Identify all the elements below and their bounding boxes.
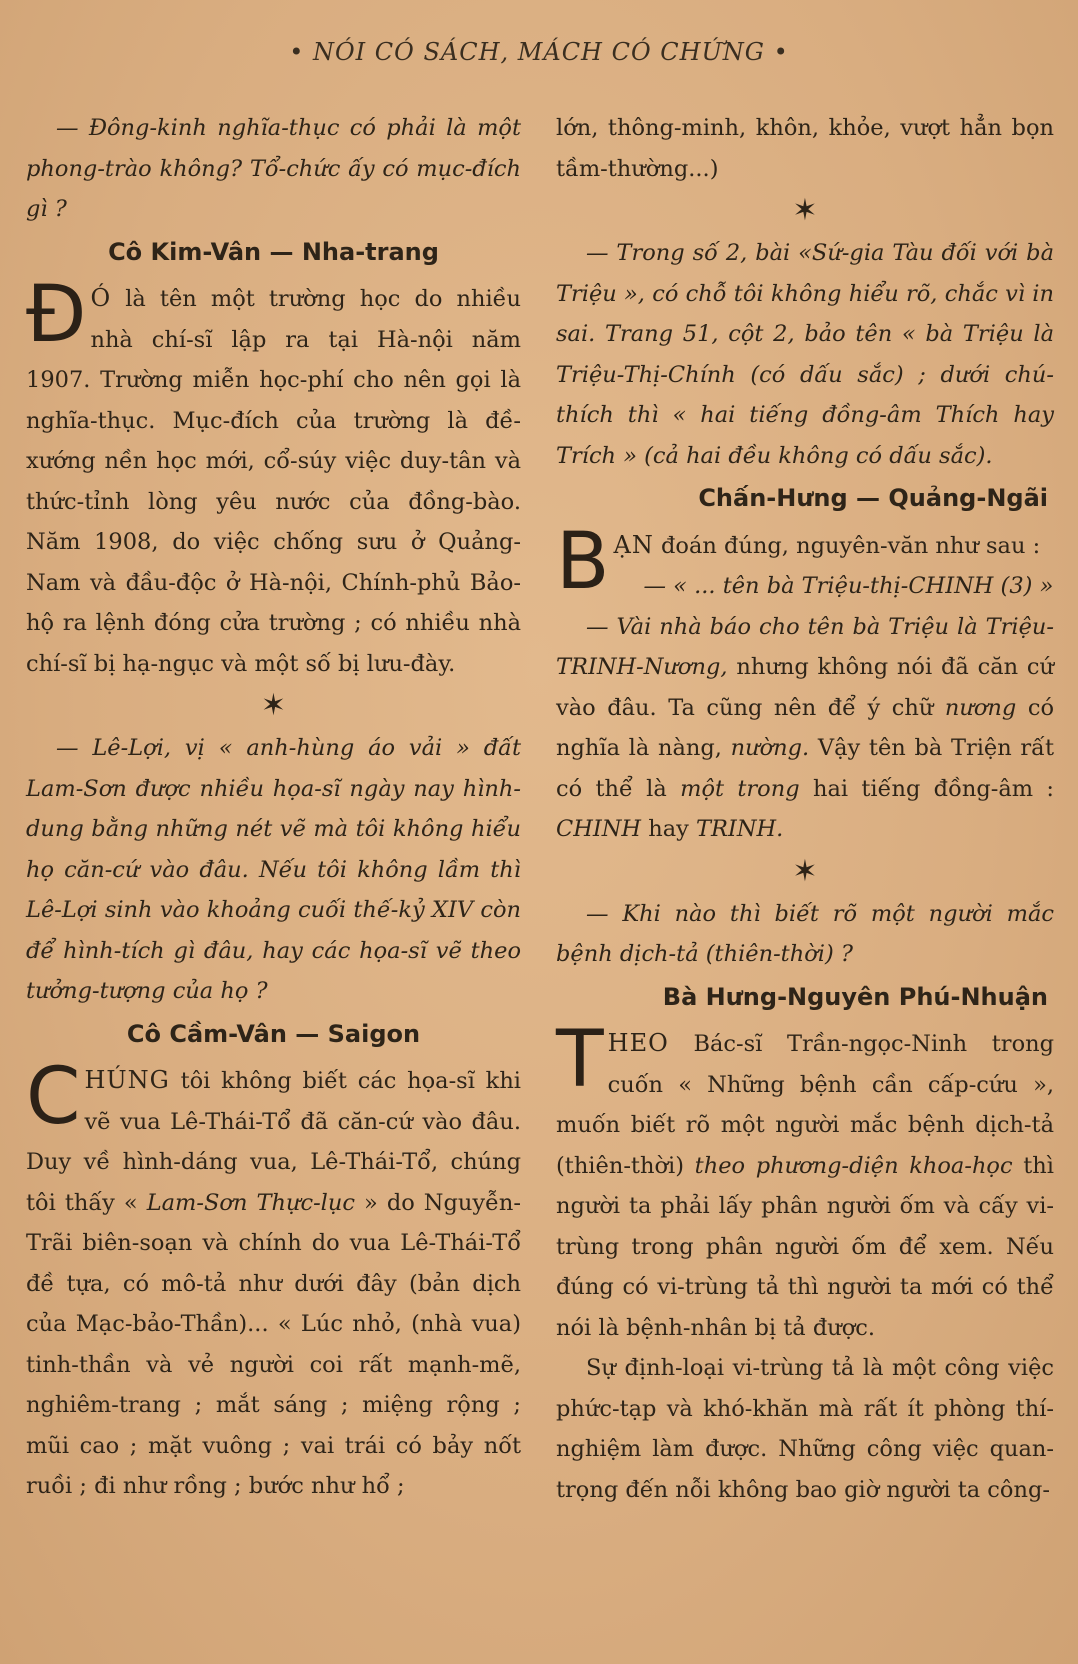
answer-3-italic: TRINH. — [695, 816, 784, 842]
answer-3-text: có nghĩa là nàng, — [556, 694, 1054, 761]
answer-2 — [26, 1052, 522, 1507]
answer-3-text: hay — [648, 816, 689, 842]
small-caps-lead: HEO — [607, 1029, 669, 1057]
question-3: — Trong số 2, bài «Sứ-gia Tàu đối với bà Triệu », có chỗ tôi không hiểu rõ, chắc vì in sai. Trang 51, cột 2, bảo tên « bà Triệu là Triệu-Thị-Chính (có dấu sắc) ; dưới chú-thích thì « hai tiếng đồng-âm Thích hay Trích » (cả hai đều không có dấu sắc). — [556, 240, 1054, 469]
star-divider: ✶ — [260, 688, 287, 723]
continued-text: lớn, thông-minh, khôn, khỏe, vượt hẳn bọn tầm-thường...) — [556, 115, 1054, 182]
answer-3-paragraph — [556, 607, 1054, 850]
answer-4-text-a: Bác-sĩ Trần-ngọc-Ninh trong cuốn « Những bệnh cần cấp-cứu », muốn biết rõ một người mắc bệnh dịch-tả (thiên-thời) — [556, 1031, 1055, 1179]
drop-cap: T — [556, 1015, 604, 1105]
answer-3-text: Vậy tên bà Triện rất có thể là — [556, 735, 1054, 802]
answer-3-italic: — Vài nhà báo cho tên bà Triệu là Triệu-TRINH-Nương, — [556, 613, 1054, 680]
answer-3-quote: — « ... tên bà Triệu-thị-CHINH (3) » — [643, 573, 1054, 599]
running-head: • NÓI CÓ SÁCH, MÁCH CÓ CHỨNG • — [289, 38, 789, 66]
answer-1 — [26, 270, 521, 684]
star-divider: ✶ — [792, 853, 818, 889]
question-2: — Lê-Lợi, vị « anh-hùng áo vải » đất Lam-Sơn được nhiều họa-sĩ ngày nay hình-dung bằng những nét vẽ mà tôi không hiểu họ căn-cứ vào đâu. Nếu tôi không lầm thì Lê-Lợi sinh vào khoảng cuối thế-kỷ XIV còn để hình-tích gì đâu, hay các họa-sĩ vẽ theo tưởng-tượng của họ ? — [26, 735, 521, 1004]
answer-3-line-1: đoán đúng, nguyên-văn như sau : — [661, 532, 1041, 559]
small-caps-lead: ẠN — [613, 530, 654, 559]
star-divider: ✶ — [792, 193, 818, 228]
answer-5: Sự định-loại vi-trùng tả là một công việc phức-tạp và khó-khăn mà rất ít phòng thí-nghiệm làm được. Những công việc quan-trọng đến nỗi không bao giờ người ta công- — [556, 1355, 1054, 1503]
answer-3-italic: nường. — [730, 735, 810, 761]
answer-1-text: là tên một trường học do nhiều nhà chí-sĩ lập ra tại Hà-nội năm 1907. Trường miễn học-phí cho nên gọi là nghĩa-thục. Mục-đích của trường là đề-xướng nền học mới, cổ-súy việc duy-tân và thức-tỉnh lòng yêu nước của đồng-bào. Năm 1908, do việc chống sưu ở Quảng-Nam và đầu-độc ở Hà-nội, Chính-phủ Bảo-hộ ra lệnh đóng cửa trường ; có nhiều nhà chí-sĩ bị hạ-ngục và một số bị lưu-đày. — [26, 286, 521, 677]
answer-3-italic: CHINH — [556, 816, 642, 842]
answer-4-italic: theo phương-diện khoa-học — [694, 1152, 1013, 1179]
small-caps-lead: Ó — [90, 284, 112, 312]
question-2-signature: Cô Cầm-Vân — Saigon — [126, 1019, 421, 1048]
question-1-signature: Cô Kim-Vân — Nha-trang — [108, 237, 439, 266]
answer-4 — [556, 1015, 1055, 1348]
book-title: Lam-Sơn Thực-lục — [146, 1189, 355, 1216]
question-3-signature: Chấn-Hưng — Quảng-Ngãi — [698, 484, 1048, 512]
question-4-signature: Bà Hưng-Nguyên Phú-Nhuận — [662, 982, 1048, 1011]
answer-4-text-b: thì người ta phải lấy phân người ốm và cấy vi-trùng trong phân người ốm để xem. Nếu đúng có vi-trùng tả thì người ta mới có thể nói là bệnh-nhân bị tả được. — [556, 1152, 1054, 1341]
answer-3-italic: nương — [944, 694, 1017, 721]
small-caps-lead: HÚNG — [84, 1066, 170, 1094]
answer-3-italic: một trong — [680, 775, 800, 802]
question-4: — Khi nào thì biết rõ một người mắc bệnh dịch-tả (thiên-thời) ? — [556, 900, 1054, 967]
drop-cap: C — [26, 1052, 81, 1142]
answer-3-text: nhưng không nói đã căn cứ vào đâu. Ta cũng nên để ý chữ — [556, 654, 1055, 721]
answer-2-text-a: tôi không biết các họa-sĩ khi vẽ vua Lê-Thái-Tổ đã căn-cứ vào đâu. Duy về hình-dáng vua, Lê-Thái-Tổ, chúng tôi thấy « — [26, 1068, 522, 1216]
left-column — [26, 108, 521, 1507]
drop-cap: Đ — [26, 270, 87, 360]
question-1: — Đông-kinh nghĩa-thục có phải là một phong-trào không? Tổ-chức ấy có mục-đích gì ? — [26, 115, 521, 222]
drop-cap: B — [556, 516, 610, 607]
answer-2-text-b: » do Nguyễn-Trãi biên-soạn và chính do vua Lê-Thái-Tổ đề tựa, có mô-tả như dưới đây (bản dịch của Mạc-bảo-Thần)... « Lúc nhỏ, (nhà vua) tinh-thần và vẻ người coi rất mạnh-mẽ, nghiêm-trang ; mắt sáng ; miệng rộng ; mũi cao ; mặt vuông ; vai trái có bảy nốt ruồi ; đi như rồng ; bước như hổ ; — [26, 1189, 522, 1499]
right-column — [556, 108, 1054, 1510]
answer-3-text: hai tiếng đồng-âm : — [812, 775, 1055, 802]
